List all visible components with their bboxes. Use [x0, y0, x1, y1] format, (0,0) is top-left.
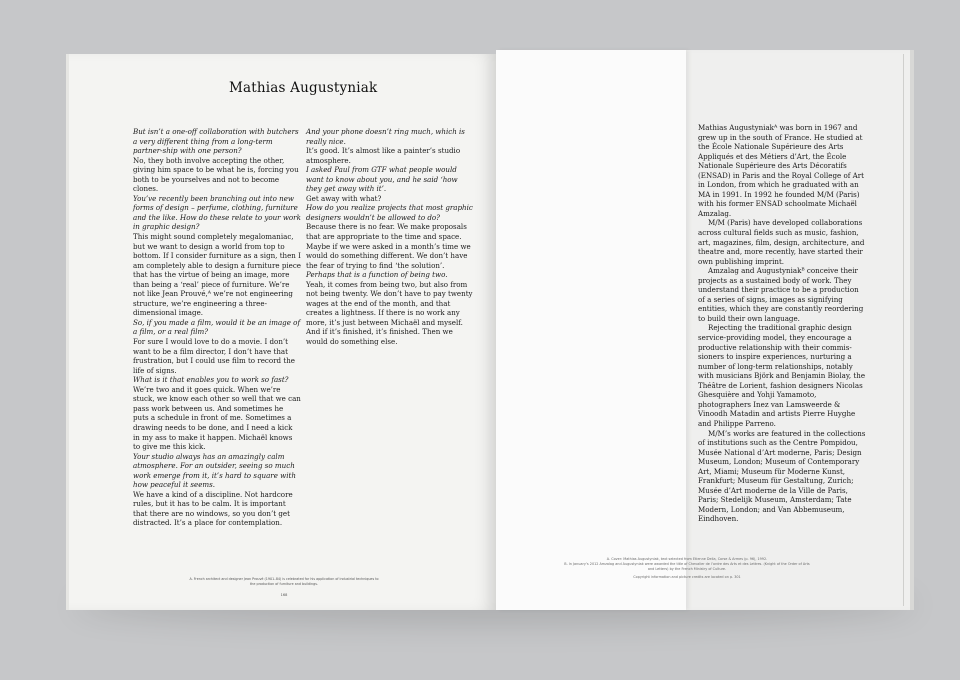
interview-column-1	[133, 127, 301, 528]
right-page	[496, 50, 914, 610]
bio-paragraph: Rejecting the traditional graphic design service-providing model, they encourage a productive relationship with their commis-sioners to inspire experiences, nurturing a number of long-term relationships, notably with musicians Björk and Benjamin Biolay, the Théâtre de Lorient, fashion designers Nicolas Ghesquière and Yohji Yamamoto, photographers Inez van Lamsweerde & Vinoodh Matadin and artists Pierre Huyghe and Philippe Parreno.	[698, 323, 866, 428]
interview-answer: For sure I would love to do a movie. I don’t want to be a film director, I don’t have that frustration, but I could use film to record the life of signs.	[133, 337, 295, 375]
note-a: A. Cover: Mathias Augustyniak, text selected from Etienne Delia, Corse & Armes (p. 96), 1992.	[606, 557, 768, 561]
footnote: A. French architect and designer Jean Prouvé (1901–84) is celebrated for his application of industrial techniques to the production of furniture and buildings.	[189, 577, 379, 586]
right-page-notes	[562, 557, 812, 580]
interview-question: How do you realize projects that most graphic designers wouldn’t be allowed to do?	[306, 203, 473, 222]
interview-answer: Get away with what?	[306, 193, 382, 203]
bio-paragraph: M/M’s works are featured in the collections of institutions such as the Centre Pompidou, Musée National d’Art moderne, Paris; Design Museum, London; Museum of Contemporary Art, Miami; Museum für Moderne Kunst, Frankfurt; Museum für Gestaltung, Zurich; Musée d’Art moderne de la Ville de Paris, Paris; Stedelijk Museum, Amsterdam; Tate Modern, London; and Van Abbemuseum, Eindhoven.	[698, 428, 866, 524]
interview-question: What is it that enables you to work so fast?	[133, 375, 289, 385]
biography-text	[698, 123, 866, 524]
note-b: B. In January’s 2012 Amzalag and Augustyniak were awarded the title of Chevalier de l’ordre des Arts et des Lettres. (Knight of the Order of Arts and Letters) by the French Ministry of Culture.	[564, 561, 810, 571]
interview-answer: Yeah, it comes from being two, but also from not being twenty. We don’t have to pay twenty wages at the end of the month, and that creates a lightness. If there is no work any more, it’s just between Michaël and myself. And if it’s finished, it’s finished. Then we would do something else.	[306, 279, 473, 347]
interview-question: I asked Paul from GTF what people would want to know about you, and he said ‘how they get away with it’.	[306, 165, 458, 194]
interview-question: And your phone doesn’t ring much, which is really nice.	[306, 127, 465, 146]
interview-answer: We’re two and it goes quick. When we’re stuck, we know each other so well that we can pass work between us. And sometimes he puts a schedule in front of me. Sometimes a drawing needs to be done, and I need a kick in my ass to make it happen. Michaël knows to give me this kick.	[133, 384, 301, 452]
open-book	[66, 50, 914, 610]
interview-question: Your studio always has an amazingly calm atmosphere. For an outsider, seeing so much work emerge from it, it’s hard to square with how peaceful it seems.	[133, 451, 296, 490]
page-number: 168	[280, 593, 288, 597]
interview-question: Perhaps that is a function of being two.	[306, 270, 448, 280]
inserted-blank-leaf	[496, 50, 686, 610]
bio-paragraph: Mathias Augustyniakᴬ was born in 1967 and grew up in the south of France. He studied at the École Nationale Supérieure des Arts Appliqués et des Métiers d’Art, the École Nationale Supérieure des Arts Décoratifs (ENSAD) in Paris and the Royal College of Art in London, from which he graduated with an MA in 1991. In 1992 he founded M/M (Paris) with his former ENSAD schoolmate Michaël Amzalag.	[698, 123, 864, 218]
page-title: Mathias Augustyniak	[229, 80, 378, 96]
copyright-line: Copyright information and picture credits are located on p. 301	[633, 575, 741, 580]
interview-answer: Because there is no fear. We make proposals that are appropriate to the time and space. Maybe if we were asked in a month’s time we would do something different. We don’t have the fear of trying to find ‘the solution’.	[306, 222, 471, 270]
interview-question: But isn’t a one-off collaboration with butchers a very different thing from a long-term partner-ship with one person?	[133, 127, 299, 156]
interview-answer: This might sound completely megalomaniac, but we want to design a world from top to bottom. If I consider furniture as a sign, then I am completely able to design a furniture piece that has the virtue of being an image, more than being a ‘real’ piece of furniture. We’re not like Jean Prouvé,ᴬ we’re not engineering structure, we’re engineering a three-dimensional image.	[133, 232, 301, 318]
bio-paragraph: Amzalag and Augustyniakᴮ conceive their projects as a sustained body of work. They understand their practice to be a production of a series of signs, images as signifying entities, which they are constantly reordering to build their own language.	[698, 266, 864, 323]
page-edge	[903, 54, 904, 606]
left-page	[66, 54, 496, 610]
interview-answer: No, they both involve accepting the other, giving him space to be what he is, forcing you both to be yourselves and not to become clones.	[133, 155, 299, 194]
interview-question: You’ve recently been branching out into new forms of design – perfume, clothing, furniture and the like. How do these relate to your work in graphic design?	[133, 193, 301, 232]
interview-column-2	[306, 127, 474, 347]
interview-question: So, if you made a film, would it be an image of a film, or a real film?	[133, 317, 301, 337]
interview-answer: We have a kind of a discipline. Not hardcore rules, but it has to be calm. It is important that there are no windows, so you don’t get distracted. It’s a place for contemplation.	[133, 489, 293, 528]
interview-answer: It’s good. It’s almost like a painter’s studio atmosphere.	[306, 146, 461, 165]
bio-paragraph: M/M (Paris) have developed collaborations across cultural fields such as music, fashion, art, magazines, film, design, architecture, and theatre and, more recently, have started their own publishing imprint.	[698, 218, 865, 266]
